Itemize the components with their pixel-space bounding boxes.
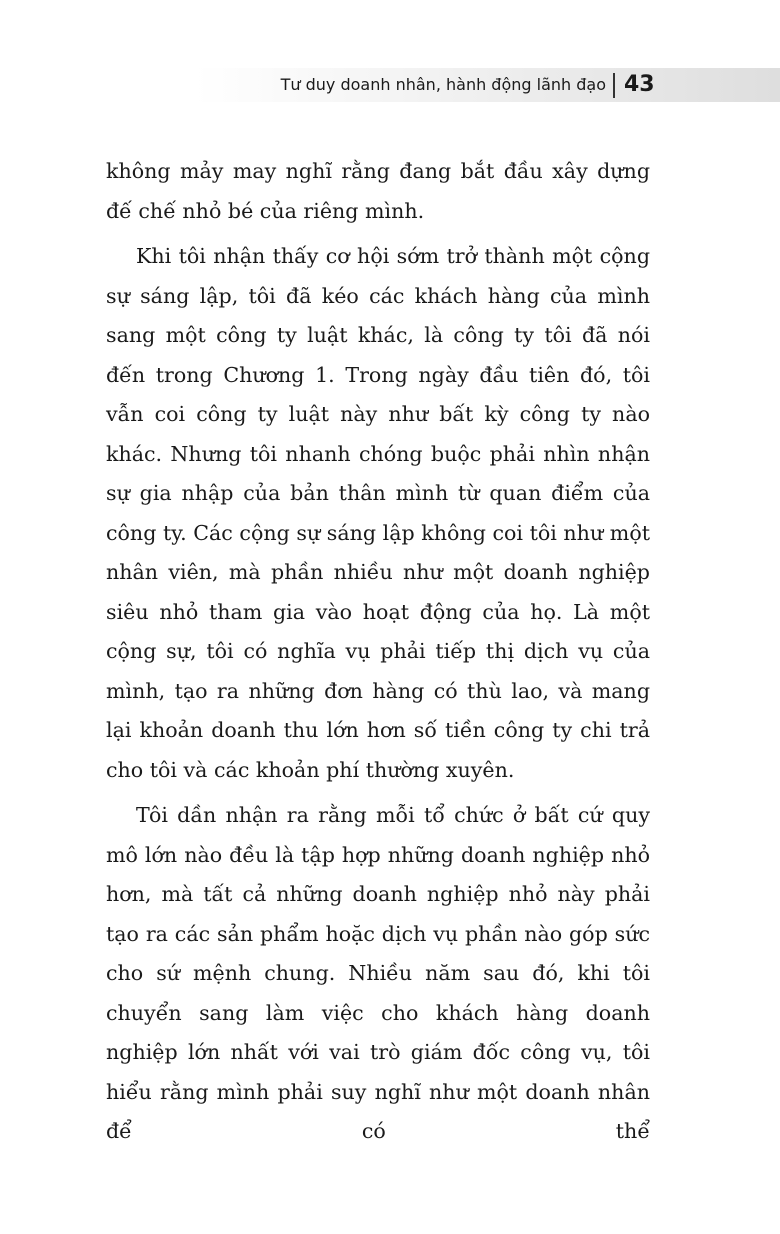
running-title: Tư duy doanh nhân, hành động lãnh đạo (280, 75, 606, 94)
paragraph: không mảy may nghĩ rằng đang bắt đầu xây dựng đế chế nhỏ bé của riêng mình. (106, 159, 650, 223)
header-divider (613, 73, 615, 98)
paragraph: Khi tôi nhận thấy cơ hội sớm trở thành một cộng sự sáng lập, tôi đã kéo các khách hàng của mình sang một công ty luật khác, là công ty tôi đã nói đến trong Chương 1. Trong ngày đầu tiên đó, tôi vẫn coi công ty luật này như bất kỳ công ty nào khác. Nhưng tôi nhanh chóng buộc phải nhìn nhận sự gia nhập của bản thân mình từ quan điểm của công ty. Các cộng sự sáng lập không coi tôi như một nhân viên, mà phần nhiều như một doanh nghiệp siêu nhỏ tham gia vào hoạt động của họ. Là một cộng sự, tôi có nghĩa vụ phải tiếp thị dịch vụ của mình, tạo ra những đơn hàng có thù lao, và mang lại khoản doanh thu lớn hơn số tiền công ty chi trả cho tôi và các khoản phí thường xuyên. (106, 244, 650, 782)
paragraph: Tôi dần nhận ra rằng mỗi tổ chức ở bất cứ quy mô lớn nào đều là tập hợp những doanh nghiệp nhỏ hơn, mà tất cả những doanh nghiệp nhỏ này phải tạo ra các sản phẩm hoặc dịch vụ phần nào góp sức cho sứ mệnh chung. Nhiều năm sau đó, khi tôi chuyển sang làm việc cho khách hàng doanh nghiệp lớn nhất với vai trò giám đốc công vụ, tôi hiểu rằng mình phải suy nghĩ như một doanh nhân để có thể (106, 803, 650, 1143)
body-text (106, 152, 650, 1152)
page-number: 43 (624, 72, 655, 97)
